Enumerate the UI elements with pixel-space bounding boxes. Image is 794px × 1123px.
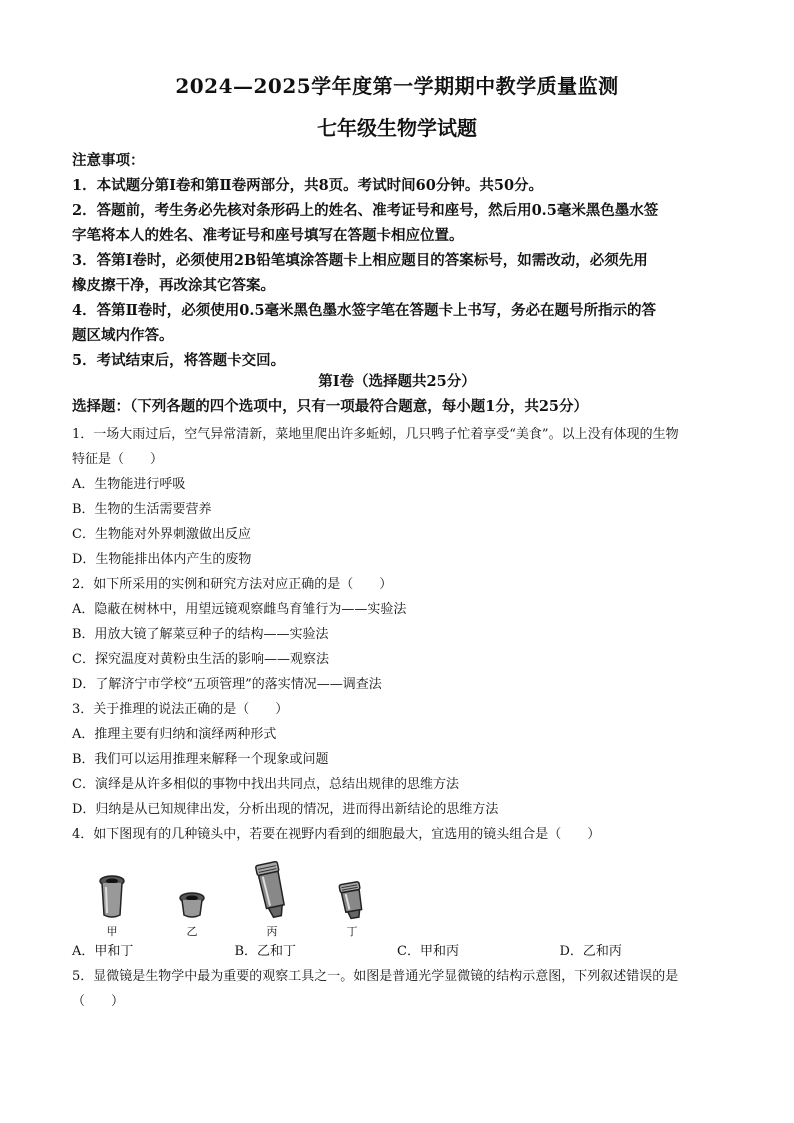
notes-line: 2．答题前，考生务必先核对条形码上的姓名、准考证号和座号，然后用0.5毫米黑色墨水签 bbox=[72, 202, 659, 219]
lens-label: 甲 bbox=[106, 925, 118, 938]
notes-line: 3．答第Ⅰ卷时，必须使用2B铅笔填涂答题卡上相应题目的答案标号，如需改动，必须先用 bbox=[72, 252, 648, 269]
question-stem: 1．一场大雨过后，空气异常清新，菜地里爬出许多蚯蚓，几只鸭子忙着享受“美食”。以上没有体现的生物 bbox=[72, 427, 679, 442]
lens-ding bbox=[312, 853, 392, 939]
notes-line: 5．考试结束后，将答题卡交回。 bbox=[72, 352, 286, 369]
lens-label: 乙 bbox=[186, 925, 198, 938]
lens-label: 丙 bbox=[266, 925, 278, 938]
notes-line: 橡皮擦干净，再改涂其它答案。 bbox=[72, 277, 275, 294]
option-b: B．乙和丁 bbox=[234, 944, 297, 959]
question-stem: 4．如下图现有的几种镜头中，若要在视野内看到的细胞最大，宜选用的镜头组合是（ ） bbox=[72, 827, 601, 842]
questions-block bbox=[72, 422, 722, 1014]
option-c: C．探究温度对黄粉虫生活的影响——观察法 bbox=[72, 652, 329, 667]
option-d: D．归纳是从已知规律出发，分析出现的情况，进而得出新结论的思维方法 bbox=[72, 802, 499, 817]
option-a: A．生物能进行呼吸 bbox=[72, 477, 186, 492]
question-stem: （ ） bbox=[72, 994, 125, 1009]
question-stem: 3．关于推理的说法正确的是（ ） bbox=[72, 702, 289, 717]
lens-label: 丁 bbox=[346, 925, 358, 938]
option-b: B．用放大镜了解菜豆种子的结构——实验法 bbox=[72, 627, 329, 642]
option-a: A．甲和丁 bbox=[72, 944, 134, 959]
option-c: C．甲和丙 bbox=[397, 944, 459, 959]
option-c: C．演绎是从许多相似的事物中找出共同点，总结出规律的思维方法 bbox=[72, 777, 459, 792]
question-stem: 5．显微镜是生物学中最为重要的观察工具之一。如图是普通光学显微镜的结构示意图，下列叙述错误的是 bbox=[72, 969, 679, 984]
question-stem: 特征是（ ） bbox=[72, 452, 164, 467]
lens-figure bbox=[72, 853, 722, 939]
notes-line: 题区域内作答。 bbox=[72, 327, 174, 344]
option-b: B．我们可以运用推理来解释一个现象或问题 bbox=[72, 752, 329, 767]
option-c: C．生物能对外界刺激做出反应 bbox=[72, 527, 251, 542]
options-row bbox=[72, 939, 722, 964]
option-d: D．乙和丙 bbox=[559, 944, 622, 959]
lens-bing bbox=[232, 853, 312, 939]
objective-long-icon bbox=[255, 861, 289, 921]
eyepiece-short-icon bbox=[177, 891, 207, 921]
eyepiece-long-icon bbox=[97, 875, 127, 921]
option-b: B．生物的生活需要营养 bbox=[72, 502, 212, 517]
notes-heading: 注意事项： bbox=[72, 152, 145, 169]
section-title: 第Ⅰ卷（选择题共25分） bbox=[318, 373, 476, 390]
lens-yi bbox=[152, 853, 232, 939]
section-instruction: 选择题：（下列各题的四个选项中，只有一项最符合题意，每小题1分，共25分） bbox=[72, 398, 589, 415]
exam-subtitle: 七年级生物学试题 bbox=[317, 116, 477, 140]
option-d: D．了解济宁市学校“五项管理”的落实情况——调查法 bbox=[72, 677, 382, 692]
notes-block bbox=[72, 148, 722, 373]
objective-short-icon bbox=[337, 881, 367, 921]
question-stem: 2．如下所采用的实例和研究方法对应正确的是（ ） bbox=[72, 577, 393, 592]
option-a: A．推理主要有归纳和演绎两种形式 bbox=[72, 727, 277, 742]
notes-line: 4．答第Ⅱ卷时，必须使用0.5毫米黑色墨水签字笔在答题卡上书写，务必在题号所指示的答 bbox=[72, 302, 657, 319]
exam-title: 2024—2025学年度第一学期期中教学质量监测 bbox=[175, 74, 619, 98]
notes-line: 1．本试题分第Ⅰ卷和第Ⅱ卷两部分，共8页。考试时间60分钟。共50分。 bbox=[72, 177, 544, 194]
notes-line: 字笔将本人的姓名、准考证号和座号填写在答题卡相应位置。 bbox=[72, 227, 464, 244]
option-a: A．隐蔽在树林中，用望远镜观察雌鸟育雏行为——实验法 bbox=[72, 602, 407, 617]
option-d: D．生物能排出体内产生的废物 bbox=[72, 552, 252, 567]
lens-jia bbox=[72, 853, 152, 939]
